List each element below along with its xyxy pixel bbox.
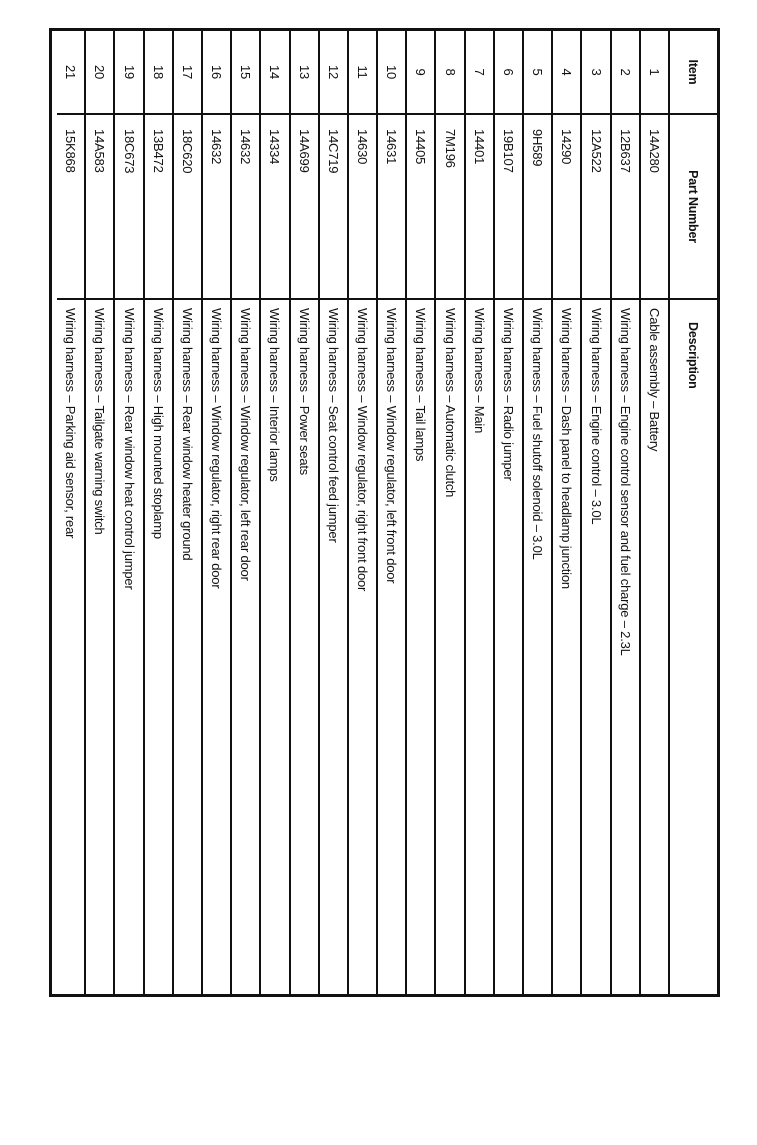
- header-item: Item: [686, 59, 701, 85]
- description-cell: Cable assembly – Battery: [641, 298, 668, 994]
- description-cell: Wiring harness – Seat control feed jumper: [320, 298, 347, 994]
- table-row: [203, 31, 232, 994]
- table-row: [495, 31, 524, 994]
- description-cell: Wiring harness – Window regulator, right rear door: [203, 298, 230, 994]
- description-cell: Wiring harness – Engine control – 3.0L: [582, 298, 609, 994]
- table-row: [612, 31, 641, 994]
- table-row: [115, 31, 144, 994]
- header-description: Description: [670, 298, 717, 994]
- item-cell: 15: [238, 64, 254, 80]
- table-header-row: [670, 31, 717, 994]
- item-cell: 12: [325, 64, 341, 80]
- table-row: [378, 31, 407, 994]
- table-row: [524, 31, 553, 994]
- item-cell: 4: [559, 68, 575, 76]
- table-row: [466, 31, 495, 994]
- description-cell: Wiring harness – Radio jumper: [495, 298, 522, 994]
- item-cell: 18: [150, 64, 166, 80]
- part-number-cell: 14630: [349, 113, 376, 298]
- item-cell: 6: [500, 68, 516, 76]
- item-cell: 16: [209, 64, 225, 80]
- table-row: [232, 31, 261, 994]
- part-number-cell: 14334: [261, 113, 288, 298]
- description-cell: Wiring harness – Interior lamps: [261, 298, 288, 994]
- part-number-cell: 12A522: [582, 113, 609, 298]
- description-cell: Wiring harness – Power seats: [291, 298, 318, 994]
- table-row: [320, 31, 349, 994]
- part-number-cell: 14A583: [86, 113, 113, 298]
- description-cell: Wiring harness – Window regulator, left front door: [378, 298, 405, 994]
- description-cell: Wiring harness – High mounted stoplamp: [145, 298, 172, 994]
- description-cell: Wiring harness – Window regulator, right front door: [349, 298, 376, 994]
- item-cell: 13: [296, 64, 312, 80]
- part-number-cell: 14632: [203, 113, 230, 298]
- item-cell: 7: [471, 68, 487, 76]
- item-cell: 11: [355, 65, 371, 79]
- part-number-cell: 12B637: [612, 113, 639, 298]
- table-row: [145, 31, 174, 994]
- table-row: [641, 31, 670, 994]
- part-number-cell: 9H589: [524, 113, 551, 298]
- part-number-cell: 14A699: [291, 113, 318, 298]
- description-cell: Wiring harness – Automatic clutch: [437, 298, 464, 994]
- description-cell: Wiring harness – Tailgate warning switch: [86, 298, 113, 994]
- part-number-cell: 13B472: [145, 113, 172, 298]
- item-cell: 9: [413, 68, 429, 76]
- table-row: [407, 31, 436, 994]
- description-cell: Wiring harness – Main: [466, 298, 493, 994]
- table-row: [291, 31, 320, 994]
- part-number-cell: 14631: [378, 113, 405, 298]
- table-row: [349, 31, 378, 994]
- parts-table: [49, 28, 720, 997]
- item-cell: 21: [63, 64, 79, 80]
- part-number-cell: 14A280: [641, 113, 668, 298]
- item-cell: 5: [530, 68, 546, 76]
- header-part-number: Part Number: [670, 113, 717, 298]
- table-row: [582, 31, 611, 994]
- item-cell: 14: [267, 64, 283, 80]
- table-row: [261, 31, 290, 994]
- item-cell: 20: [92, 64, 108, 80]
- part-number-cell: 18C673: [115, 113, 142, 298]
- description-cell: Wiring harness – Tail lamps: [407, 298, 434, 994]
- table-row: [437, 31, 466, 994]
- part-number-cell: 18C620: [174, 113, 201, 298]
- part-number-cell: 7M196: [437, 113, 464, 298]
- description-cell: Wiring harness – Parking aid sensor, rear: [57, 298, 84, 994]
- description-cell: Wiring harness – Fuel shutoff solenoid – 3.0L: [524, 298, 551, 994]
- part-number-cell: 14C719: [320, 113, 347, 298]
- description-cell: Wiring harness – Engine control sensor and fuel charge – 2.3L: [612, 298, 639, 994]
- part-number-cell: 14290: [553, 113, 580, 298]
- description-cell: Wiring harness – Dash panel to headlamp junction: [553, 298, 580, 994]
- table-row: [57, 31, 86, 994]
- item-cell: 17: [179, 64, 195, 80]
- part-number-cell: 19B107: [495, 113, 522, 298]
- part-number-cell: 14405: [407, 113, 434, 298]
- item-cell: 10: [384, 64, 400, 80]
- table-row: [174, 31, 203, 994]
- item-cell: 19: [121, 64, 137, 80]
- description-cell: Wiring harness – Window regulator, left rear door: [232, 298, 259, 994]
- item-cell: 1: [646, 68, 662, 76]
- description-cell: Wiring harness – Rear window heat control jumper: [115, 298, 142, 994]
- item-cell: 8: [442, 68, 458, 76]
- part-number-cell: 14632: [232, 113, 259, 298]
- part-number-cell: 15K868: [57, 113, 84, 298]
- table-row: [86, 31, 115, 994]
- item-cell: 3: [588, 68, 604, 76]
- item-cell: 2: [617, 68, 633, 76]
- part-number-cell: 14401: [466, 113, 493, 298]
- description-cell: Wiring harness – Rear window heater ground: [174, 298, 201, 994]
- table-row: [553, 31, 582, 994]
